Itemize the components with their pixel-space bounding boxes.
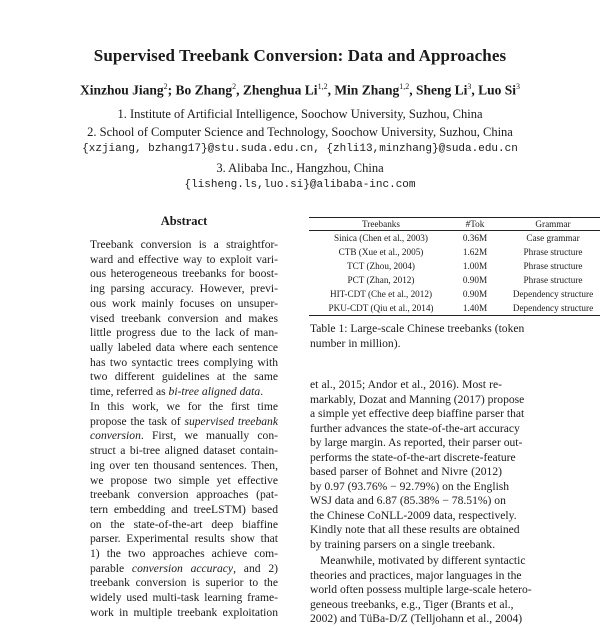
abstract-paragraph-1: Treebank conversion is a straightfor- ward and effective way to exploit vari- ous heterogeneous treebanks for boost- ing parsing accuracy. However, previ- ous work mainly focuses on unsuper- vised treebank conversion and makes little progress due to the lack of man- ually labeled data where each sentence has two syntactic trees complying with two different guidelines at the same time, referred as bi-tree aligned data. bbox=[90, 238, 278, 399]
treebank-table bbox=[309, 217, 600, 316]
email-line-1: {xzjiang, bzhang17}@stu.suda.edu.cn, {zhli13,minzhang}@suda.edu.cn bbox=[82, 143, 518, 155]
table-row: PCT (Zhan, 2012) 0.90M Phrase structure bbox=[347, 275, 583, 285]
paper-title: Supervised Treebank Conversion: Data and Approaches bbox=[93, 46, 507, 65]
table-header-cell: #Tok bbox=[453, 218, 497, 231]
affiliation-2: 2. School of Computer Science and Technology, Soochow University, Suzhou, China bbox=[87, 125, 513, 139]
author-list: Xinzhou Jiang$^2$; Bo Zhang$^2$, Zhenghua Li$^{1,2}$, Min Zhang$^{1,2}$, Sheng Li$^3$, Luo Si$^3$ bbox=[79, 82, 521, 98]
author-name: Bo Zhang bbox=[175, 82, 233, 98]
table-row: PKU-CDT (Qiu et al., 2014) 1.40M Dependency structure bbox=[309, 301, 600, 316]
table-row: Sinica (Chen et al., 2003) 0.36M Case grammar bbox=[334, 233, 580, 243]
abstract-heading: Abstract bbox=[160, 214, 208, 228]
table-row: HIT-CDT (Che et al., 2012) 0.90M Dependency structure bbox=[329, 289, 594, 299]
affiliation-1: 1. Institute of Artificial Intelligence, Soochow University, Suzhou, China bbox=[117, 107, 483, 121]
author-name: Zhenghua Li bbox=[242, 82, 318, 98]
author-name: Min Zhang bbox=[334, 82, 400, 98]
email-line-2: {lisheng.ls,luo.si}@alibaba-inc.com bbox=[184, 179, 416, 191]
table-header-cell: Grammar bbox=[497, 218, 600, 231]
author-name: Sheng Li bbox=[415, 82, 468, 98]
table-row: CTB (Xue et al., 2005) 1.62M Phrase structure bbox=[338, 247, 583, 257]
table-header-row bbox=[309, 218, 600, 231]
abstract-paragraph-2: In this work, we for the first time propose the task of supervised treebank conversion. First, we manually con- struct a bi-tree aligned dataset contain- ing over ten thousand sentences. Then, we propose two simple yet effective treebank conversion approaches (pat- tern embedding and treeLSTM) based on the state-of-the-art deep biaffine parser. Experimental results show that 1) the two approaches achieve com- parable conversion accuracy, and 2) treebank conversion is superior to the widely used multi-task learning frame- work in multiple treebank exploitation bbox=[90, 400, 278, 619]
body-paragraph-1: et al., 2015; Andor et al., 2016). Most re- markably, Dozat and Manning (2017) propose a simple yet effective deep biaffine parser that further advances the state-of-the-art accuracy by large margin. As reported, their parser out- performs the state-of-the-art discrete-feature based parser of Bohnet and Nivre (2012) by 0.97 (93.76% − 92.79%) on the English WSJ data and 6.87 (85.38% − 78.51%) on the Chinese CoNLL-2009 data, respectively. Kindly note that all these results are obtained by training parsers on a single treebank. bbox=[310, 378, 525, 551]
author-name: Xinzhou Jiang bbox=[79, 82, 164, 98]
affiliation-3: 3. Alibaba Inc., Hangzhou, China bbox=[216, 161, 384, 175]
table-header-cell: Treebanks bbox=[309, 218, 453, 231]
body-paragraph-2: Meanwhile, motivated by different syntactic theories and practices, major languages in the world often possess multiple large-scale hetero- geneous treebanks, e.g., Tiger (Brants et al., 2002) and TüBa-D/Z (Telljohann et al., 2004) bbox=[310, 554, 532, 625]
table-caption: Table 1: Large-scale Chinese treebanks (token number in million). bbox=[310, 322, 525, 350]
author-name: Luo Si bbox=[478, 82, 517, 98]
table-row: TCT (Zhou, 2004) 1.00M Phrase structure bbox=[347, 261, 583, 271]
